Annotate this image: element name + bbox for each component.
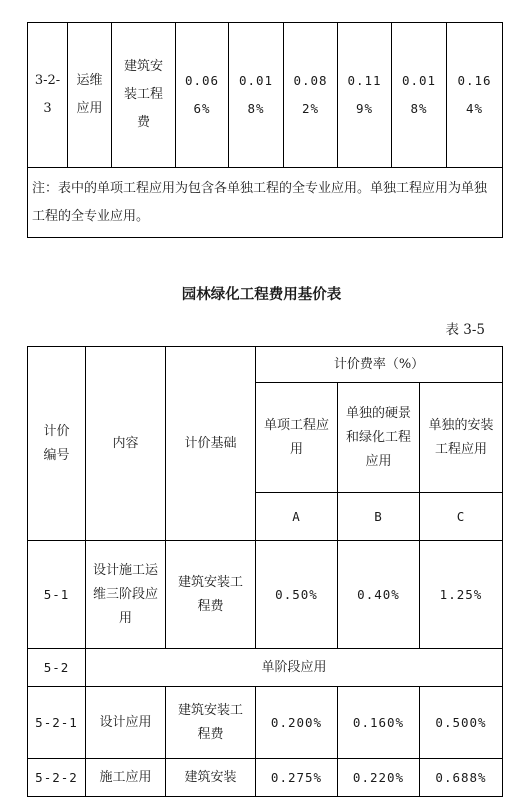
row-basis: 建筑安装 [166, 759, 256, 797]
row-content: 设计施工运维三阶段应用 [86, 541, 166, 649]
header-letter-c: C [420, 493, 503, 541]
value-cell: 0.082% [284, 23, 338, 168]
row-basis: 建筑安装工程费 [112, 23, 176, 168]
value-b: 0.220% [338, 759, 420, 797]
table-title: 园林绿化工程费用基价表 [181, 287, 342, 303]
table-number: 表 3-5 [445, 322, 485, 338]
row-span-label: 单阶段应用 [86, 649, 503, 687]
table-row [28, 23, 503, 168]
value-cell: 0.066% [176, 23, 229, 168]
fee-table-continued [27, 22, 503, 238]
table-row [28, 541, 503, 649]
value-c: 0.688% [420, 759, 503, 797]
row-basis: 建筑安装工程费 [166, 687, 256, 759]
header-col-c: 单独的安装工程应用 [420, 383, 503, 493]
row-content: 施工应用 [86, 759, 166, 797]
row-code: 5-1 [28, 541, 86, 649]
row-code: 5-2-1 [28, 687, 86, 759]
row-code: 5-2-2 [28, 759, 86, 797]
header-content: 内容 [86, 347, 166, 541]
header-basis: 计价基础 [166, 347, 256, 541]
table-row [28, 649, 503, 687]
header-rate: 计价费率（%） [256, 347, 503, 383]
value-b: 0.40% [338, 541, 420, 649]
header-letter-a: A [256, 493, 338, 541]
value-cell: 0.018% [392, 23, 447, 168]
row-code: 5-2 [28, 649, 86, 687]
header-col-a: 单项工程应用 [256, 383, 338, 493]
note-row [28, 168, 503, 238]
header-code: 计价编号 [28, 347, 86, 541]
value-cell: 0.119% [338, 23, 392, 168]
header-col-b: 单独的硬景和绿化工程应用 [338, 383, 420, 493]
row-basis: 建筑安装工程费 [166, 541, 256, 649]
row-content: 运维应用 [68, 23, 112, 168]
value-a: 0.275% [256, 759, 338, 797]
value-cell: 0.164% [447, 23, 503, 168]
value-a: 0.200% [256, 687, 338, 759]
table-row [28, 759, 503, 797]
value-b: 0.160% [338, 687, 420, 759]
header-letter-b: B [338, 493, 420, 541]
value-c: 1.25% [420, 541, 503, 649]
row-content: 设计应用 [86, 687, 166, 759]
value-c: 0.500% [420, 687, 503, 759]
row-code: 3-2-3 [28, 23, 68, 168]
table-row [28, 687, 503, 759]
fee-table [27, 346, 503, 797]
value-a: 0.50% [256, 541, 338, 649]
header-row [28, 347, 503, 383]
table-note: 注：表中的单项工程应用为包含各单独工程的全专业应用。单独工程应用为单独工程的全专业应用。 [28, 168, 503, 238]
value-cell: 0.018% [229, 23, 284, 168]
